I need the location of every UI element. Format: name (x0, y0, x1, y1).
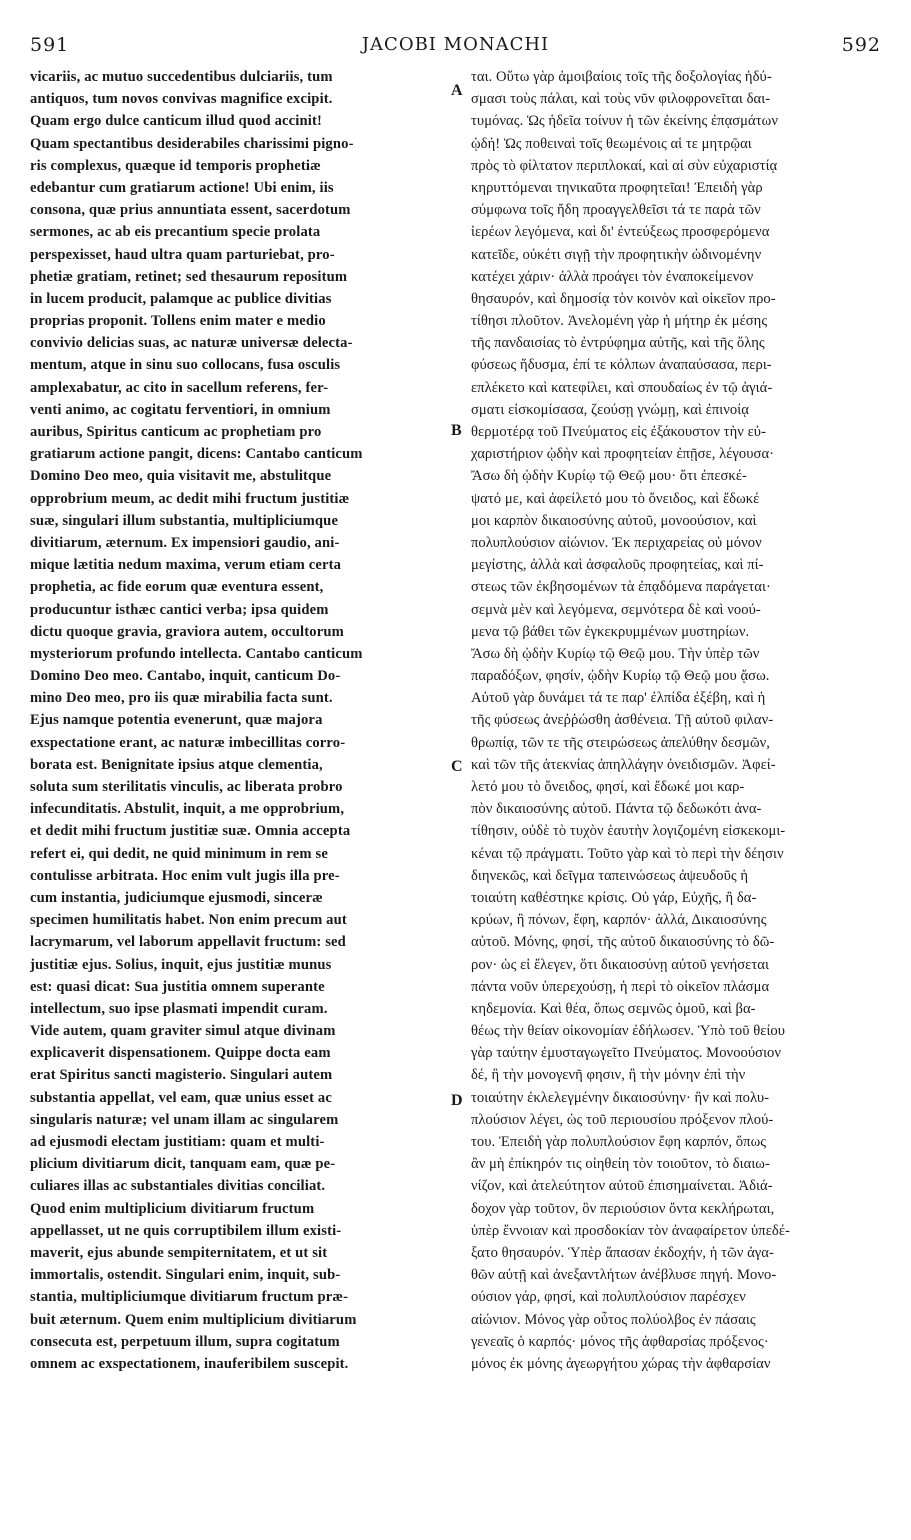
greek-text-line: τυμόνας. Ὡς ἡδεῖα τοίνυν ἡ τῶν ἐκείνης ἐπᾳσμάτων (471, 113, 778, 130)
latin-text-line: refert ei, qui dedit, ne quid minimum in rem se (30, 845, 328, 862)
greek-text-line: φύσεως ἥδυσμα, ἐπί τε κόλπων ἀναπαύσασα, περι- (471, 357, 772, 374)
greek-text-line: ψατό με, καὶ ἀφείλετό μου τὸ ὄνειδος, καὶ ἔδωκέ (471, 490, 760, 507)
greek-text-line: του. Ἐπειδὴ γὰρ πολυπλούσιον ἔφη καρπόν, ὅπως (471, 1134, 767, 1150)
latin-text-line: antiquos, tum novos convivas magnifice excipit. (30, 91, 333, 108)
greek-text-line: πολυπλούσιον αἰώνιον. Ἐκ περιχαρείας οὐ μόνον (471, 534, 762, 551)
latin-text-line: gratiarum actione pangit, dicens: Cantabo canticum (30, 446, 363, 463)
latin-text-line: Quam ergo dulce canticum illud quod accinit! (30, 113, 322, 130)
gutter-marker-b: B (451, 422, 462, 439)
greek-text-line: μόνος ἐκ μόνης ἀγεωργήτου χώρας τὴν ἀφθαρσίαν (471, 1355, 771, 1372)
latin-column (30, 66, 445, 1375)
greek-text-line: κατεῖδε, οὐκέτι σιγῇ τὴν προφητικὴν ὠδινομένην (471, 246, 762, 263)
latin-text-line: explicaverit dispensationem. Quippe docta eam (30, 1045, 331, 1062)
latin-text-line: culiares illas ac substantiales divitias conciliat. (30, 1178, 326, 1195)
greek-text-line: αὐτοῦ. Μόνης, φησί, τῆς αὐτοῦ δικαιοσύνης τὸ δῶ- (471, 934, 775, 951)
greek-text-line: θησαυρόν, καὶ δημοσίᾳ τὸν κοινὸν καὶ οἰκεῖον προ- (471, 290, 776, 307)
greek-text-line: ται. Οὕτω γὰρ ἀμοιβαίοις τοῖς τῆς δοξολογίας ἡδύ- (471, 69, 772, 85)
latin-text-line: borata est. Benignitate ipsius atque clementia, (30, 756, 323, 773)
latin-text-line: opprobrium meum, ac dedit mihi fructum justitiæ (30, 490, 350, 507)
greek-text-line: Ἄσω δὴ ᾠδὴν Κυρίῳ τῷ Θεῷ μου. Τὴν ὑπὲρ τῶν (471, 645, 760, 662)
greek-text-line: καὶ τῶν τῆς ἀτεκνίας ἀπηλλάγην ὀνειδισμῶν. Ἀφεί- (471, 756, 776, 773)
latin-text-line: prophetia, ac fide eorum quæ eventura essent, (30, 579, 324, 596)
greek-text-line: σματι εἰσκομίσασα, ζεούσῃ γνώμῃ, καὶ ἐπινοίᾳ (471, 401, 749, 418)
latin-text-line: mique lætitia nedum maxima, verum etiam certa (30, 557, 342, 574)
greek-text-line: κηδεμονία. Καὶ θέα, ὅπως σεμνῶς ὁμοῦ, καὶ βα- (471, 1000, 756, 1017)
latin-text-line: Domino Deo meo. Cantabo, inquit, canticum Do- (30, 668, 341, 685)
latin-text-line: singularis naturæ; vel unam illam ac singularem (30, 1111, 339, 1128)
latin-text-line: maverit, ejus abunde sempiternitatem, et ut sit (30, 1244, 328, 1261)
latin-text-line: producuntur isthæc cantici verba; ipsa quidem (30, 601, 329, 618)
greek-text-line: σμασι τοὺς πάλαι, καὶ τοὺς νῦν φιλοφρονεῖται δαι- (471, 91, 771, 108)
greek-text-line: κηρυττόμεναι τηνικαῦτα προφητεῖαι! Ἐπειδὴ γὰρ (471, 179, 763, 196)
latin-text-line: auribus, Spiritus canticum ac prophetiam pro (30, 424, 322, 440)
greek-text-line: μοι καρπὸν δικαιοσύνης αὐτοῦ, μονοούσιον, καὶ (471, 512, 757, 529)
latin-text-line: infecunditatis. Abstulit, inquit, a me opprobrium, (30, 801, 345, 818)
latin-text-line: divitiarum, æternum. Ex impensiori gaudio, ani- (30, 534, 340, 551)
running-title: JACOBI MONACHI (361, 34, 550, 55)
latin-text-line: stantia, multipliciumque divitiarum fructum præ- (30, 1289, 349, 1306)
greek-text-line: ούσιον γάρ, φησί, καὶ πολυπλούσιον παρέσχεν (471, 1289, 746, 1306)
greek-text-line: τῆς πανδαισίας τὸ ἐντρύφημα αὐτῆς, καὶ τῆς ὅλης (471, 335, 765, 352)
greek-text-line: γὰρ ταύτην ἐμυσταγωγεῖτο Πνεύματος. Μονοούσιον (471, 1045, 782, 1062)
latin-text-line: exspectatione erant, ac naturæ imbecillitas corro- (30, 734, 346, 751)
greek-text-line: Ἄσω δὴ ᾠδὴν Κυρίῳ τῷ Θεῷ μου· ὅτι ἐπεσκέ- (471, 468, 747, 485)
latin-text-line: buit æternum. Quem enim multiplicium divitiarum (30, 1311, 357, 1328)
greek-text-line: ὑπὲρ ἔννοιαν καὶ προσδοκίαν τὸν ἀναφαίρετον ὑπεδέ- (471, 1222, 790, 1239)
greek-text-line: θῶν αὐτῇ καὶ ἀνεξαντλήτων ἀνέβλυσε πηγή. Μονο- (471, 1267, 777, 1284)
greek-text-line: γενεαῖς ὁ καρπός· μόνος τῆς ἀφθαρσίας πρόξενος· (471, 1333, 769, 1350)
latin-text-line: appellasset, ut ne quis corruptibilem illum existi- (30, 1222, 342, 1239)
greek-text-line: μεγίστης, ἀλλὰ καὶ ἀσφαλοῦς προφητείας, καὶ πί- (471, 557, 764, 574)
greek-text-line: νίζον, καὶ ἀτελεύτητον αὐτοῦ ἐπισημαίνεται. Ἀδιά- (471, 1178, 773, 1195)
latin-text-line: suæ, singulari illum substantia, multipliciumque (30, 512, 339, 529)
greek-text-line: ἱερέων λεγόμενα, καὶ δι' ἐντεύξεως προσφερόμενα (471, 224, 770, 241)
latin-text-line: contulisse arbitrata. Hoc enim vult jugis illa pre- (30, 867, 340, 884)
greek-text-line: τίθησι πλοῦτον. Ἀνελομένη γὰρ ἡ μήτηρ ἐκ μέσης (471, 313, 768, 330)
running-header (30, 34, 881, 62)
latin-text-line: Ejus namque potentia evenerunt, quæ majora (30, 712, 323, 729)
right-page-number: 592 (841, 34, 881, 56)
latin-text-line: perspexisset, haud ultra quam parturiebat, pro- (30, 246, 335, 263)
latin-text-line: specimen humilitatis habet. Non enim precum aut (30, 912, 347, 929)
greek-text-line: αἰώνιον. Μόνος γὰρ οὗτος πολύολβος ἐν πάσαις (471, 1311, 756, 1328)
greek-text-line: Αὐτοῦ γὰρ δυνάμει τά τε παρ' ἐλπίδα ἐξέβη, καὶ ἡ (471, 690, 766, 707)
greek-text-line: σεμνὰ μὲν καὶ λεγόμενα, σεμνότερα δὲ καὶ νοού- (471, 601, 761, 618)
latin-text-line: mysteriorum profundo intellecta. Cantabo canticum (30, 645, 363, 662)
greek-text-line: στεως τῶν ἐκβησομένων τὰ ἐπᾳδόμενα παράγεται· (471, 579, 771, 596)
greek-text-line: ἂν μὴ ἐπίκηρόν τις οἰηθείη τὸν τοιοῦτον, τὸ διαιω- (471, 1156, 770, 1173)
latin-text-line: mino Deo meo, pro iis quæ mirabilia facta sunt. (30, 690, 333, 707)
latin-text-line: plicium divitiarum dicit, tanquam eam, quæ pe- (30, 1156, 336, 1173)
latin-text-line: mentum, atque in sinu suo collocans, fusa osculis (30, 357, 341, 374)
gutter-marker-c: C (451, 758, 463, 775)
latin-text-line: lacrymarum, vel laborum appellavit fructum: sed (30, 934, 346, 951)
greek-text-line: επλέκετο καὶ κατεφίλει, καὶ σπουδαίως ἐν τῷ ἁγιά- (471, 379, 773, 396)
greek-text-line: μενα τῷ βάθει τῶν ἐγκεκρυμμένων μυστηρίων. (471, 623, 750, 640)
greek-text-line: πρὸς τὸ φίλτατον περιπλοκαί, καὶ αἱ σὺν εὐχαριστίᾳ (471, 157, 778, 174)
latin-text-line: Quod enim multiplicium divitiarum fructum (30, 1200, 315, 1217)
greek-text-line: δοχον γὰρ τοῦτον, ὃν περιούσιον ὄντα κεκλήρωται, (471, 1200, 775, 1217)
latin-text-line: omnem ac exspectationem, inauferibilem suscepit. (30, 1355, 349, 1372)
latin-text-line: cum instantia, judiciumque ejusmodi, sinceræ (30, 889, 323, 906)
greek-text-line: χαριστήριον ᾠδὴν καὶ προφητείαν ἐπῇσε, λέγουσα· (471, 446, 775, 463)
left-page-number: 591 (30, 34, 70, 56)
greek-text-line: πλούσιον λέγει, ὡς τοῦ περιουσίου πρόξενον πλού- (471, 1111, 774, 1128)
greek-text-line: κρύων, ἢ πόνων, ἔφη, καρπόν· ἀλλά, Δικαιοσύνης (471, 912, 767, 929)
latin-text-line: vicariis, ac mutuo succedentibus dulciariis, tum (30, 69, 333, 85)
latin-text-line: phetiæ gratiam, retinet; sed thesaurum repositum (30, 268, 348, 285)
greek-text-line: ᾠδή! Ὡς ποθειναὶ τοῖς θεωμένοις αἱ τε μητρῷαι (471, 135, 752, 152)
gutter-marker-d: D (451, 1092, 463, 1109)
latin-text-line: edebantur cum gratiarum actione! Ubi enim, iis (30, 179, 334, 196)
greek-text-line: ξατο θησαυρόν. Ὑπὲρ ἅπασαν ἐκδοχήν, ἡ τῶν ἀγα- (471, 1244, 774, 1261)
greek-text-line: ρον· ὡς εἰ ἔλεγεν, ὅτι δικαιοσύνῃ αὐτοῦ γενήσεται (471, 956, 769, 973)
latin-text-line: soluta sum sterilitatis vinculis, ac liberata probro (30, 779, 343, 795)
latin-text-line: consona, quæ prius annuntiata essent, sacerdotum (30, 202, 351, 219)
latin-text-line: convivio delicias suas, ac naturæ universæ delecta- (30, 335, 353, 352)
greek-column (471, 66, 883, 1375)
greek-text-line: κέναι τῷ πράγματι. Τοῦτο γὰρ καὶ τὸ περὶ τὴν δέησιν (471, 845, 784, 862)
greek-text-line: πάντα νοῦν ὑπερεχούσῃ, ἡ περὶ τὸ οἰκεῖον πλάσμα (471, 978, 770, 995)
latin-text-line: sermones, ac ab eis precantium specie prolata (30, 224, 321, 241)
greek-text-line: σύμφωνα τοῖς ἤδη προαγγελθεῖσι τά τε παρὰ τῶν (471, 202, 761, 219)
latin-text-line: proprias proponit. Tollens enim mater e medio (30, 313, 326, 330)
greek-text-line: θέως τὴν θείαν οἰκονομίαν ἐδήλωσεν. Ὑπὸ τοῦ θείου (471, 1023, 786, 1040)
latin-text-line: immortalis, ostendit. Singulari enim, inquit, sub- (30, 1267, 341, 1284)
latin-text-line: erat Spiritus sancti magisterio. Singulari autem (30, 1067, 333, 1084)
latin-text-line: Quam spectantibus desiderabiles charissimi pigno- (30, 135, 354, 152)
latin-text-line: venti animo, ac cogitatu ferventiori, in omnium (30, 401, 331, 418)
greek-text-line: διηνεκῶς, καὶ δεῖγμα ταπεινώσεως ἀψευδοῦς ἡ (471, 867, 749, 884)
latin-text-line: Domino Deo meo, quia visitavit me, abstulitque (30, 468, 332, 485)
gutter-marker-a: A (451, 82, 463, 99)
greek-text-line: κατέχει χάριν· ἀλλὰ προάγει τὸν ἐναποκείμενον (471, 268, 754, 285)
latin-text-line: justitiæ ejus. Solius, inquit, ejus justitiæ munus (30, 956, 332, 973)
latin-text-line: ris complexus, quæque id temporis prophetiæ (30, 157, 321, 174)
greek-text-line: τίθησιν, οὐδὲ τὸ τυχὸν ἑαυτὴν λογιζομένη εἰσκεκομι- (471, 823, 786, 840)
greek-text-line: τοιαύτην ἐκλελεγμένην δικαιοσύνην· ἣν καὶ πολυ- (471, 1089, 770, 1106)
latin-text-line: amplexabatur, ac cito in sacellum referens, fer- (30, 379, 329, 396)
latin-text-line: dictu quoque gravia, graviora autem, occultorum (30, 623, 344, 640)
latin-text-line: ad ejusmodi electam justitiam: quam et multi- (30, 1134, 325, 1150)
greek-text-line: τῆς φύσεως ἀνεῤῥώσθη ἀσθένεια. Τῇ αὐτοῦ φιλαν- (471, 712, 774, 729)
greek-text-line: πὸν δικαιοσύνης αὐτοῦ. Πάντα τῷ δεδωκότι ἀνα- (471, 801, 762, 818)
latin-text-line: intellectum, suo ipse plasmati impendit curam. (30, 1000, 328, 1017)
latin-text-line: substantia appellat, vel eam, quæ unius esset ac (30, 1089, 332, 1106)
greek-text-line: τοιαύτη καθέστηκε κρίσις. Οὐ γάρ, Εὐχῆς, ἢ δα- (471, 889, 757, 906)
greek-text-line: θρωπίᾳ, τῶν τε τῆς στειρώσεως ἀπελύθην δεσμῶν, (471, 734, 770, 751)
latin-text-line: in lucem producit, palamque ac publice divitias (30, 290, 332, 307)
greek-text-line: λετό μου τὸ ὄνειδος, φησί, καὶ ἔδωκέ μοι καρ- (471, 779, 745, 795)
latin-text-line: Vide autem, quam graviter simul atque divinam (30, 1023, 336, 1040)
greek-text-line: δέ, ἢ τὴν μονογενῆ φησιν, ἢ τὴν μόνην ἐπὶ τὴν (471, 1067, 746, 1084)
latin-text-line: consecuta est, perpetuum illum, supra cogitatum (30, 1333, 340, 1350)
latin-text-line: est: quasi dicat: Sua justitia omnem superante (30, 978, 325, 995)
greek-text-line: παραδόξων, φησίν, ᾠδὴν Κυρίῳ τῷ Θεῷ μου ᾄσω. (471, 668, 770, 685)
greek-text-line: θερμοτέρᾳ τοῦ Πνεύματος εἰς ἐξάκουστον τὴν εὐ- (471, 424, 766, 440)
latin-text-line: et dedit mihi fructum justitiæ suæ. Omnia accepta (30, 823, 351, 840)
